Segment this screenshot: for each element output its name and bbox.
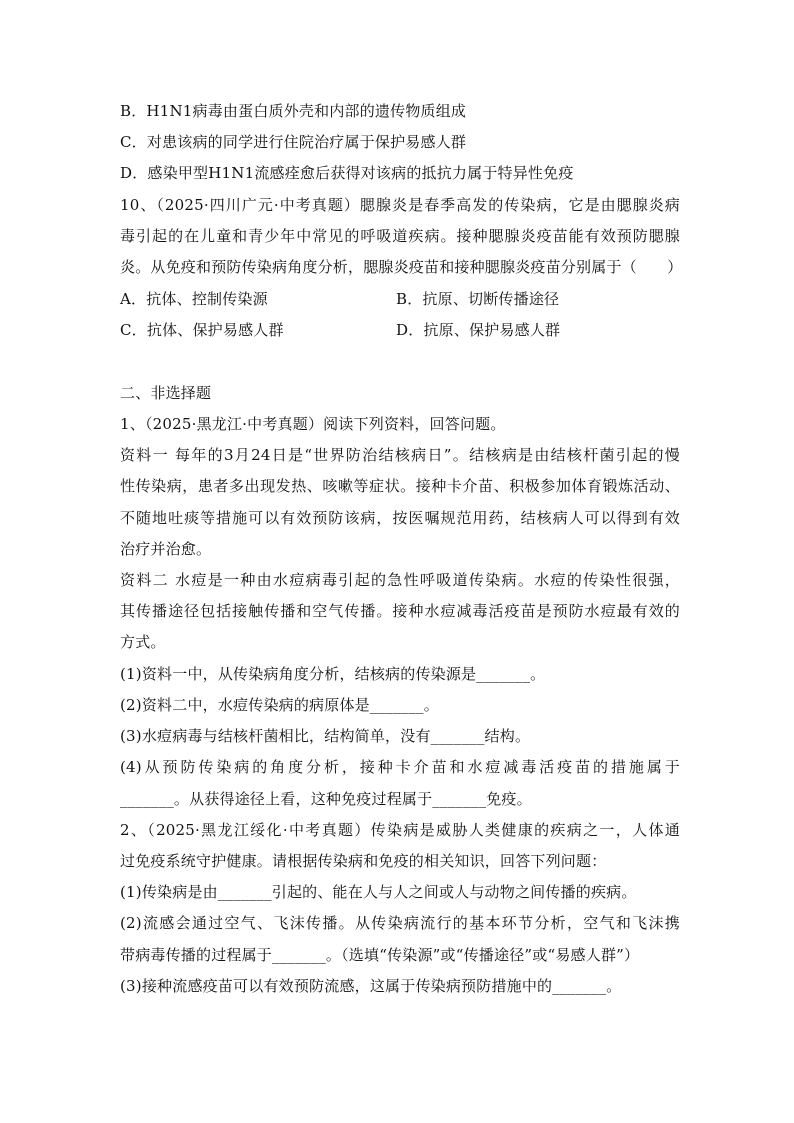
- question-1-sub-1: (1)资料一中，从传染病角度分析，结核病的传染源是_______。: [120, 665, 546, 683]
- question-10-option-a: A．抗体、控制传染源: [120, 290, 268, 308]
- question-2-sub-3: (3)接种流感疫苗可以有效预防流感，这属于传染病预防措施中的_______。: [120, 977, 622, 995]
- question-2-sub-1: (1)传染病是由_______引起的、能在人与人之间或人与动物之间传播的疾病。: [120, 883, 637, 901]
- option-b-prev: B．H1N1病毒由蛋白质外壳和内部的遗传物质组成: [120, 102, 467, 120]
- question-10-option-b: B．抗原、切断传播途径: [396, 290, 560, 308]
- question-10-option-c: C．抗体、保护易感人群: [120, 321, 284, 339]
- question-1-sub-2: (2)资料二中，水痘传染病的病原体是_______。: [120, 696, 439, 714]
- question-2-stem-line-2: 过免疫系统守护健康。请根据传染病和免疫的相关知识，回答下列问题：: [120, 852, 607, 870]
- question-2-stem-line-1: 2、（2025·黑龙江绥化·中考真题）传染病是威胁人类健康的疾病之一，人体通: [120, 821, 680, 839]
- question-1-stem: 1、（2025·黑龙江·中考真题）阅读下列资料，回答问题。: [120, 415, 506, 433]
- option-c-prev: C．对患该病的同学进行住院治疗属于保护易感人群: [120, 133, 467, 151]
- question-2-sub-2-line-2: 带病毒传播的过程属于_______。（选填“传染源”或“传播途径”或“易感人群”）: [120, 946, 640, 964]
- section-title: 二、非选择题: [120, 384, 212, 402]
- material-2-line-1: 资料二 水痘是一种由水痘病毒引起的急性呼吸道传染病。水痘的传染性很强，: [120, 571, 680, 589]
- question-1-sub-4-line-2: _______。从获得途径上看，这种免疫过程属于_______免疫。: [120, 790, 532, 808]
- material-1-line-1: 资料一 每年的3月24日是“世界防治结核病日”。结核病是由结核杆菌引起的慢: [120, 446, 680, 464]
- question-1-sub-4-line-1: (4)从预防传染病的角度分析，接种卡介苗和水痘减毒活疫苗的措施属于: [120, 758, 680, 776]
- option-d-prev: D．感染甲型H1N1流感痊愈后获得对该病的抵抗力属于特异性免疫: [120, 164, 574, 182]
- material-1-line-2: 性传染病，患者多出现发热、咳嗽等症状。接种卡介苗、积极参加体育锻炼活动、: [120, 477, 680, 495]
- material-1-line-3: 不随地吐痰等措施可以有效预防该病，按医嘱规范用药，结核病人可以得到有效: [120, 509, 680, 527]
- material-1-line-4: 治疗并治愈。: [120, 540, 212, 558]
- question-1-sub-3: (3)水痘病毒与结核杆菌相比，结构简单，没有_______结构。: [120, 727, 531, 745]
- question-10-line-3: 炎。从免疫和预防传染病角度分析，腮腺炎疫苗和接种腮腺炎疫苗分别属于（ ）: [120, 258, 683, 276]
- question-10-line-2: 毒引起的在儿童和青少年中常见的呼吸道疾病。接种腮腺炎疫苗能有效预防腮腺: [120, 227, 680, 245]
- material-2-line-3: 方式。: [120, 633, 166, 651]
- material-2-line-2: 其传播途径包括接触传播和空气传播。接种水痘减毒活疫苗是预防水痘最有效的: [120, 602, 680, 620]
- question-10-line-1: 10、（2025·四川广元·中考真题）腮腺炎是春季高发的传染病，它是由腮腺炎病: [120, 196, 680, 214]
- question-10-option-d: D．抗原、保护易感人群: [396, 321, 561, 339]
- question-2-sub-2-line-1: (2)流感会通过空气、飞沫传播。从传染病流行的基本环节分析，空气和飞沫携: [120, 914, 680, 932]
